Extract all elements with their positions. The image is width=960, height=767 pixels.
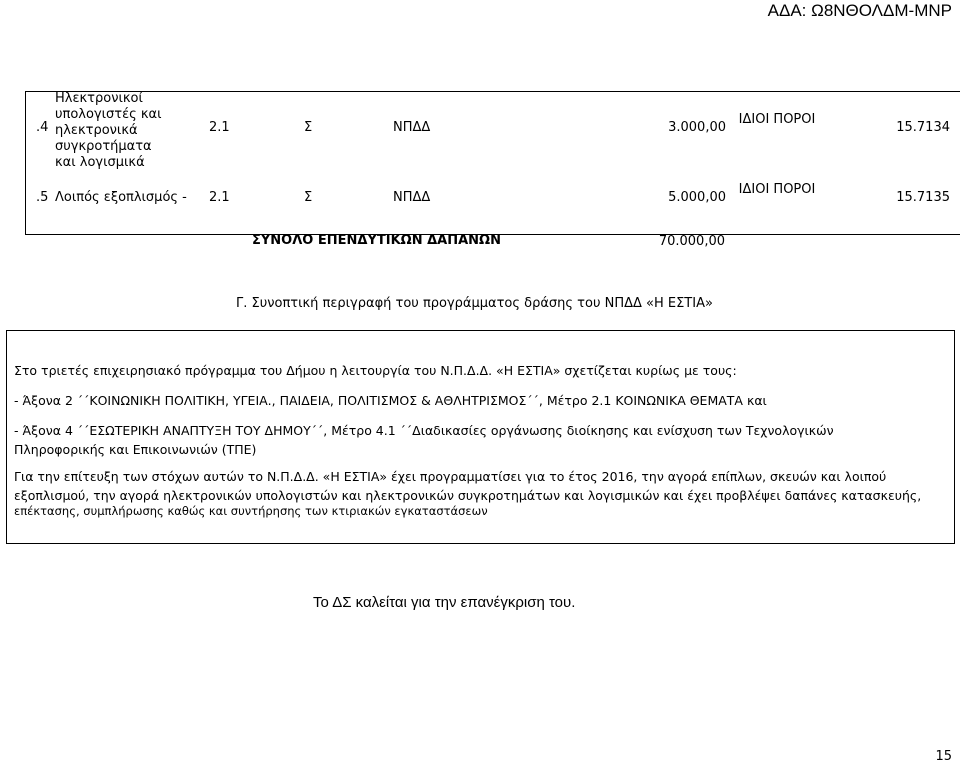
section-heading: Γ. Συνοπτική περιγραφή του προγράμματος δράσης του ΝΠΔΔ «Η ΕΣΤΙΑ» <box>236 296 713 311</box>
expense-table <box>25 91 960 235</box>
row-code: .4 <box>36 120 49 135</box>
row-own-resources: ΙΔΙΟΙ ΠΟΡΟΙ <box>738 182 816 197</box>
program-description-box <box>6 330 955 544</box>
intro-paragraph: Στο τριετές επιχειρησιακό πρόγραμμα του Δήμου η λειτουργία του Ν.Π.Δ.Δ. «Η ΕΣΤΙΑ» σχετίζεται κυρίως με τους: <box>14 363 737 378</box>
page-number: 15 <box>935 749 952 764</box>
goal-line-1: Για την επίτευξη των στόχων αυτών το Ν.Π.Δ.Δ. «Η ΕΣΤΙΑ» έχει προγραμματίσει για το έτος 2016, την αγορά επίπλων, σκευών και λοιπού <box>14 469 887 484</box>
axis-4-paragraph: - Άξονα 4 ΄΄ΕΣΩΤΕΡΙΚΗ ΑΝΑΠΤΥΞΗ ΤΟΥ ΔΗΜΟΥ΄΄, Μέτρο 4.1 ΄΄Διαδικασίες οργάνωσης διοίκησης και ενίσχυση των Τεχνολογικών Πληροφορικής και Επικοινωνιών (ΤΠΕ) <box>14 423 834 457</box>
row-s: Σ <box>304 120 313 135</box>
row-article: 2.1 <box>209 190 230 205</box>
total-amount: 70.000,00 <box>658 234 725 249</box>
row-kae: 15.7134 <box>896 120 950 135</box>
row-s: Σ <box>304 190 313 205</box>
row-source: ΝΠΔΔ <box>393 190 431 205</box>
closing-statement: Το ΔΣ καλείται για την επανέγκριση του. <box>313 594 576 611</box>
row-own-resources: ΙΔΙΟΙ ΠΟΡΟΙ <box>738 112 816 127</box>
row-article: 2.1 <box>209 120 230 135</box>
row-amount: 3.000,00 <box>668 120 726 135</box>
total-label: ΣΥΝΟΛΟ ΕΠΕΝΔΥΤΙΚΩΝ ΔΑΠΑΝΩΝ <box>252 233 501 248</box>
goal-line-2: εξοπλισμού, την αγορά ηλεκτρονικών υπολογιστών και ηλεκτρονικών συγκροτημάτων και λογισμικών και έχει προβλέψει δαπάνες κατασκευής, <box>14 488 922 503</box>
axis-2-paragraph: - Άξονα 2 ΄΄ΚΟΙΝΩΝΙΚΗ ΠΟΛΙΤΙΚΗ, ΥΓΕΙΑ., ΠΑΙΔΕΙΑ, ΠΟΛΙΤΙΣΜΟΣ & ΑΘΛΗΤΡΙΣΜΟΣ΄΄, Μέτρο 2.1 ΚΟΙΝΩΝΙΚΑ ΘΕΜΑΤΑ και <box>14 393 767 408</box>
row-description: Ηλεκτρονικοί υπολογιστές και ηλεκτρονικά συγκροτήματα και λογισμικά <box>55 91 162 170</box>
ada-code: ΑΔΑ: Ω8ΝΘΟΛΔΜ-ΜΝΡ <box>767 1 952 20</box>
row-kae: 15.7135 <box>896 190 950 205</box>
row-code: .5 <box>36 190 49 205</box>
goal-line-3: επέκτασης, συμπλήρωσης καθώς και συντήρησης των κτιριακών εγκαταστάσεων <box>14 504 488 518</box>
row-amount: 5.000,00 <box>668 190 726 205</box>
row-description: Λοιπός εξοπλισμός - <box>55 190 187 205</box>
row-source: ΝΠΔΔ <box>393 120 431 135</box>
